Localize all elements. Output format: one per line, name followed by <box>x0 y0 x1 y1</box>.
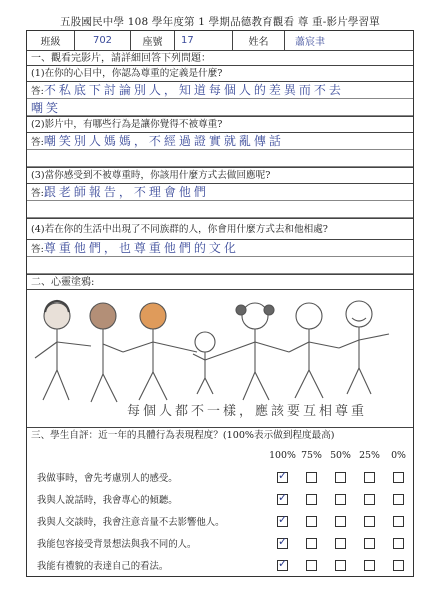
scale-50: 50% <box>330 449 351 461</box>
question-block-4 <box>27 219 413 275</box>
name-label: 姓名 <box>233 31 285 50</box>
rating-checkbox[interactable] <box>306 494 317 505</box>
answer-4-line1: 尊重他們，也尊重他們的文化 <box>43 241 239 255</box>
figure-plain <box>289 303 339 398</box>
self-evaluation <box>27 428 413 576</box>
answer-prefix: 答: <box>31 137 44 148</box>
answer-4 <box>27 240 413 274</box>
rating-checkbox[interactable] <box>364 494 375 505</box>
scale-row <box>27 444 413 466</box>
class-value: 702 <box>75 31 131 50</box>
rating-checkbox[interactable] <box>277 494 288 505</box>
evaluation-table <box>27 444 413 576</box>
answer-prefix: 答: <box>31 86 44 97</box>
scale-0: 0% <box>391 449 406 461</box>
student-info-row <box>27 31 413 51</box>
answer-2-line1: 嘲笑別人媽媽，不經過證實就亂傳話 <box>43 134 284 148</box>
section1-heading: 一、觀看完影片，請詳細回答下列問題： <box>27 51 413 66</box>
answer-1-line1: 不私底下討論別人，知道每個人的差異而不去 <box>43 83 344 97</box>
rating-checkbox[interactable] <box>306 560 317 571</box>
rating-checkbox[interactable] <box>335 516 346 527</box>
rating-checkbox[interactable] <box>306 538 317 549</box>
figure-brown <box>90 303 123 402</box>
question-block-2 <box>27 117 413 168</box>
answer-3 <box>27 184 413 218</box>
seat-label: 座號 <box>131 31 175 50</box>
class-label: 班級 <box>27 31 75 50</box>
evaluation-row <box>27 510 413 532</box>
figure-curly-hair <box>35 301 91 400</box>
scale-75: 75% <box>301 449 322 461</box>
answer-prefix: 答: <box>31 188 44 199</box>
worksheet-title: 五股國民中學 108 學年度第 1 學期品德教育觀看 尊 重-影片學習單 <box>60 16 380 28</box>
answer-1 <box>27 82 413 116</box>
rating-checkbox[interactable] <box>277 538 288 549</box>
figure-pigtails <box>233 303 289 400</box>
question-3: (3)當你感受到不被尊重時，你該用什麼方式去做回應呢? <box>27 168 413 184</box>
question-4: (4)若在你的生活中出現了不同族群的人，你會用什麼方式去和他相處? <box>27 219 413 240</box>
worksheet-frame <box>26 30 414 577</box>
rating-checkbox[interactable] <box>335 494 346 505</box>
seat-value: 17 <box>175 31 233 50</box>
rating-checkbox[interactable] <box>306 472 317 483</box>
evaluation-row <box>27 554 413 576</box>
figure-orange <box>123 303 197 400</box>
evaluation-row <box>27 466 413 488</box>
evaluation-item-text: 我與人說話時，我會專心的傾聽。 <box>37 495 178 506</box>
evaluation-row <box>27 488 413 510</box>
evaluation-row <box>27 532 413 554</box>
answer-prefix: 答: <box>31 244 44 255</box>
rating-checkbox[interactable] <box>393 560 404 571</box>
evaluation-item-text: 我做事時，會先考慮別人的感受。 <box>37 473 178 484</box>
scale-25: 25% <box>359 449 380 461</box>
question-block-1 <box>27 66 413 117</box>
rating-checkbox[interactable] <box>393 472 404 483</box>
doodle-caption: 每個人都不一樣，應該要互相尊重 <box>127 404 368 419</box>
doodle-area <box>27 290 413 428</box>
question-block-3 <box>27 168 413 219</box>
rating-checkbox[interactable] <box>364 560 375 571</box>
figure-smiling <box>339 301 389 394</box>
rating-checkbox[interactable] <box>335 472 346 483</box>
rating-checkbox[interactable] <box>393 538 404 549</box>
rating-checkbox[interactable] <box>306 516 317 527</box>
answer-2 <box>27 133 413 167</box>
rating-checkbox[interactable] <box>393 494 404 505</box>
section2-heading: 二、心靈塗鴉: <box>27 275 413 290</box>
rating-checkbox[interactable] <box>335 560 346 571</box>
question-1: (1)在你的心目中，你認為尊重的定義是什麼? <box>27 66 413 82</box>
section3-heading: 三、學生自評：近一年的具體行為表現程度？(100%表示做到程度最高) <box>31 430 335 441</box>
answer-3-line1: 跟老師報告，不理會他們 <box>43 185 209 199</box>
worksheet <box>26 14 414 577</box>
evaluation-item-text: 我能有禮貌的表達自己的看法。 <box>37 561 169 572</box>
question-2: (2)影片中，有哪些行為是讓你覺得不被尊重? <box>27 117 413 133</box>
scale-100: 100% <box>269 449 296 461</box>
evaluation-item-text: 我能包容接受背景想法與我不同的人。 <box>37 539 197 550</box>
figure-child <box>193 332 233 394</box>
rating-checkbox[interactable] <box>335 538 346 549</box>
rating-checkbox[interactable] <box>364 472 375 483</box>
answer-1-line2: 嘲笑 <box>31 101 62 115</box>
rating-checkbox[interactable] <box>393 516 404 527</box>
rating-checkbox[interactable] <box>364 538 375 549</box>
rating-checkbox[interactable] <box>277 560 288 571</box>
evaluation-item-text: 我與人交談時，我會注意音量不去影響他人。 <box>37 517 225 528</box>
rating-checkbox[interactable] <box>277 472 288 483</box>
rating-checkbox[interactable] <box>277 516 288 527</box>
rating-checkbox[interactable] <box>364 516 375 527</box>
name-value: 蕭宸聿 <box>295 37 325 48</box>
